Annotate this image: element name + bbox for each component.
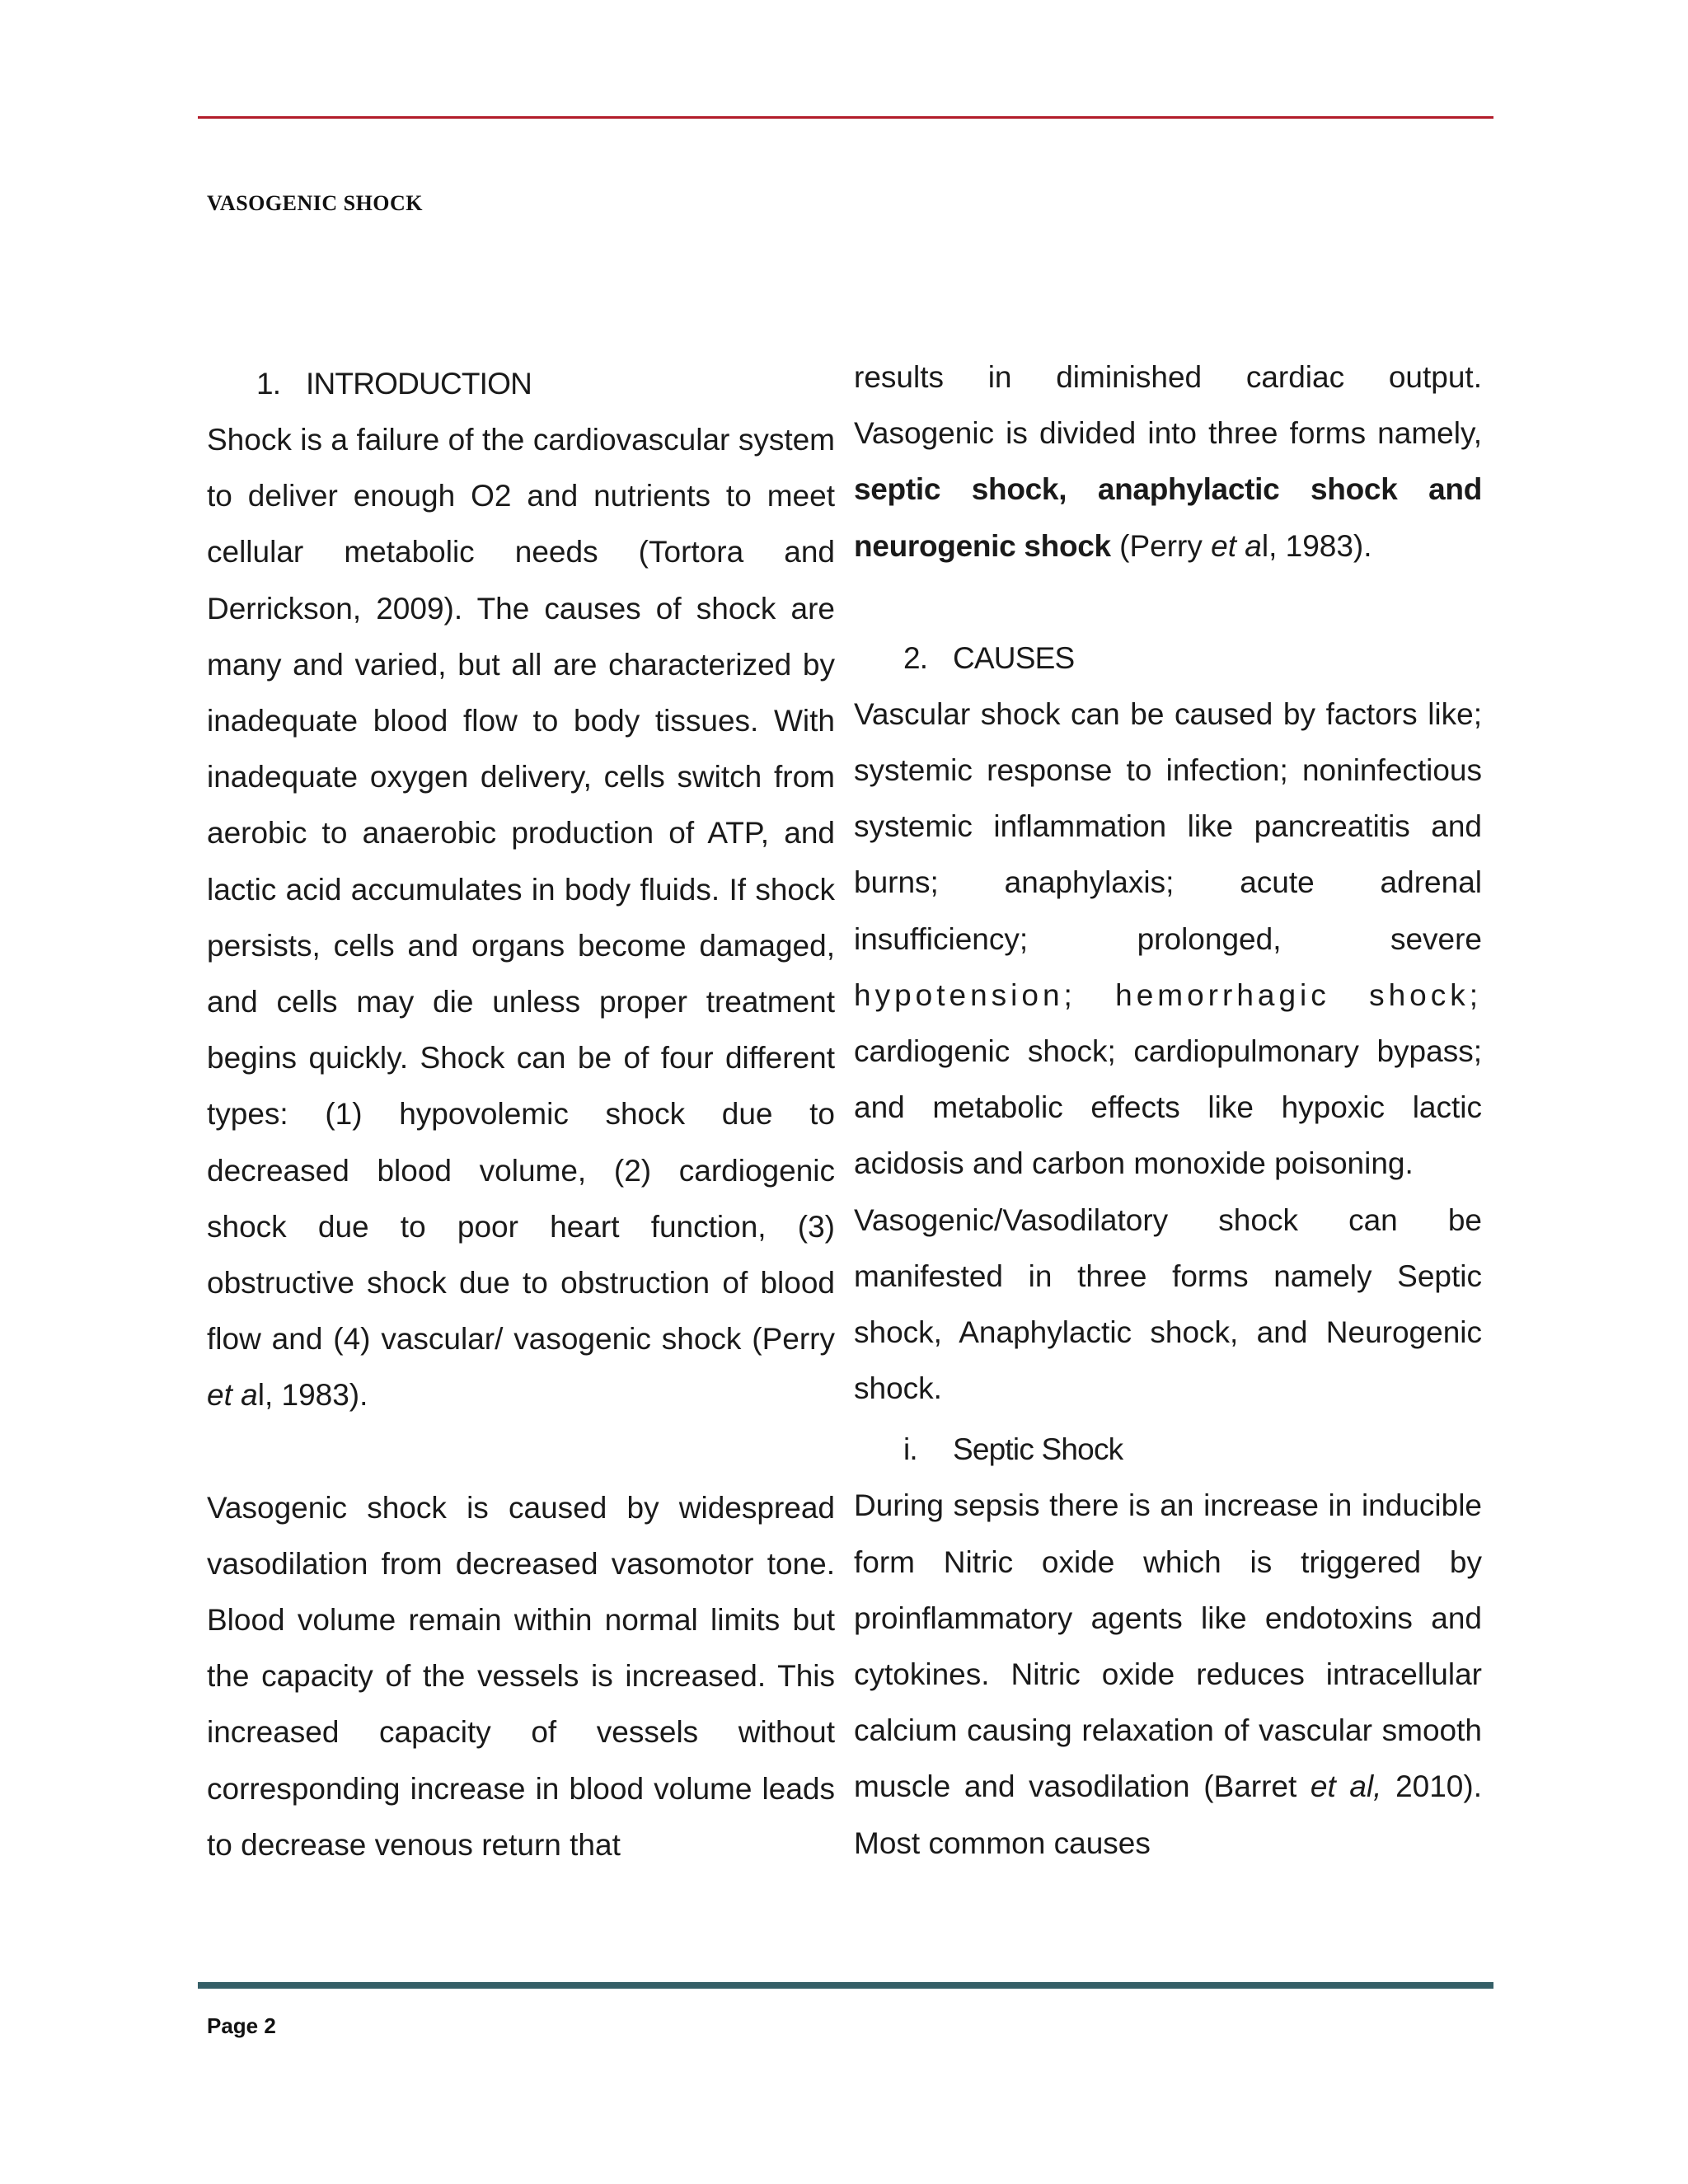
bold-term-list: septic shock, anaphylactic shock and neurogenic shock <box>854 472 1482 563</box>
heading-number: i. <box>903 1432 917 1467</box>
paragraph-text: During sepsis there is an increase in inducible form Nitric oxide which is triggered by proinflammatory agents like endotoxins and cytokines. Nitric oxide reduces intracellular calcium causing relaxation of vascular smooth muscle and vasodilation (Barret <box>854 1488 1482 1804</box>
paragraph-text: (Perry <box>1110 528 1212 563</box>
paragraph-vasogenic <box>207 1480 835 1873</box>
heading-text: Septic Shock <box>953 1432 1123 1467</box>
section-heading-causes <box>854 630 1482 687</box>
paragraph-text: l, 1983). <box>1261 528 1372 563</box>
heading-text: INTRODUCTION <box>306 367 532 401</box>
page-number: Page 2 <box>207 2013 276 2038</box>
paragraph-text: Vasogenic shock is caused by widespread vasodilation from decreased vasomotor tone. Blood volume remain within normal limits but the capacity of the vessels is increased. This increased capacity of vessels without corresponding increase in blood volume leads to decrease venous return that <box>207 1490 835 1862</box>
subsection-heading-septic-shock <box>854 1422 1482 1478</box>
paragraph-forms <box>854 1193 1482 1418</box>
paragraph-text: Shock is a failure of the cardiovascular system to deliver enough O2 and nutrients to meet cellular metabolic needs (Tortora and Derrickson, 2009). The causes of shock are many and varied, but all are characterized by inadequate blood flow to body tissues. With inadequate oxygen delivery, cells switch from aerobic to anaerobic production of ATP, and lactic acid accumulates in body fluids. If shock persists, cells and organs become damaged, and cells may die unless proper treatment begins quickly. Shock can be of four different types: (1) hypovolemic shock due to decreased blood volume, (2) cardiogenic shock due to poor heart function, (3) obstructive shock due to obstruction of blood flow and (4) vascular/ vasogenic shock (Perry <box>207 423 835 1357</box>
footer-rule <box>198 1982 1493 1989</box>
paragraph-gap <box>207 1424 835 1480</box>
paragraph-text: l, 1983). <box>257 1378 368 1413</box>
citation-et-al: et al, <box>1310 1769 1382 1804</box>
paragraph-continued <box>854 349 1482 574</box>
paragraph-gap <box>854 574 1482 630</box>
heading-number: 2. <box>903 640 928 675</box>
paragraph-causes <box>854 687 1482 1193</box>
header-rule <box>198 116 1493 119</box>
paragraph-introduction <box>207 412 835 1424</box>
heading-text: CAUSES <box>953 640 1075 675</box>
paragraph-text: Vasogenic/Vasodilatory shock can be manifested in three forms namely Septic shock, Anaphylactic shock, and Neurogenic shock. <box>854 1202 1482 1406</box>
running-title: VASOGENIC SHOCK <box>207 191 424 215</box>
citation-et-al: et a <box>1211 528 1262 563</box>
paragraph-text: Vascular shock can be caused by factors like; systemic response to infection; noninfectious systemic inflammation like pancreatitis and burns; anaphylaxis; acute adrenal insufficiency; prolonged, severe <box>854 696 1482 956</box>
heading-number: 1. <box>256 367 281 401</box>
paragraph-septic <box>854 1478 1482 1871</box>
section-heading-introduction <box>207 356 835 412</box>
right-column <box>854 349 1482 1872</box>
paragraph-text: cardiogenic shock; cardiopulmonary bypass; and metabolic effects like hypoxic lactic acidosis and carbon monoxide poisoning. <box>854 1034 1482 1181</box>
left-column <box>207 356 835 1873</box>
paragraph-text: 2010). Most common causes <box>854 1769 1482 1860</box>
paragraph-text-spaced: hypotension; hemorrhagic shock; <box>854 977 1482 1012</box>
paragraph-text: results in diminished cardiac output. Vasogenic is divided into three forms namely, <box>854 360 1482 451</box>
citation-et-al: et a <box>207 1378 258 1413</box>
